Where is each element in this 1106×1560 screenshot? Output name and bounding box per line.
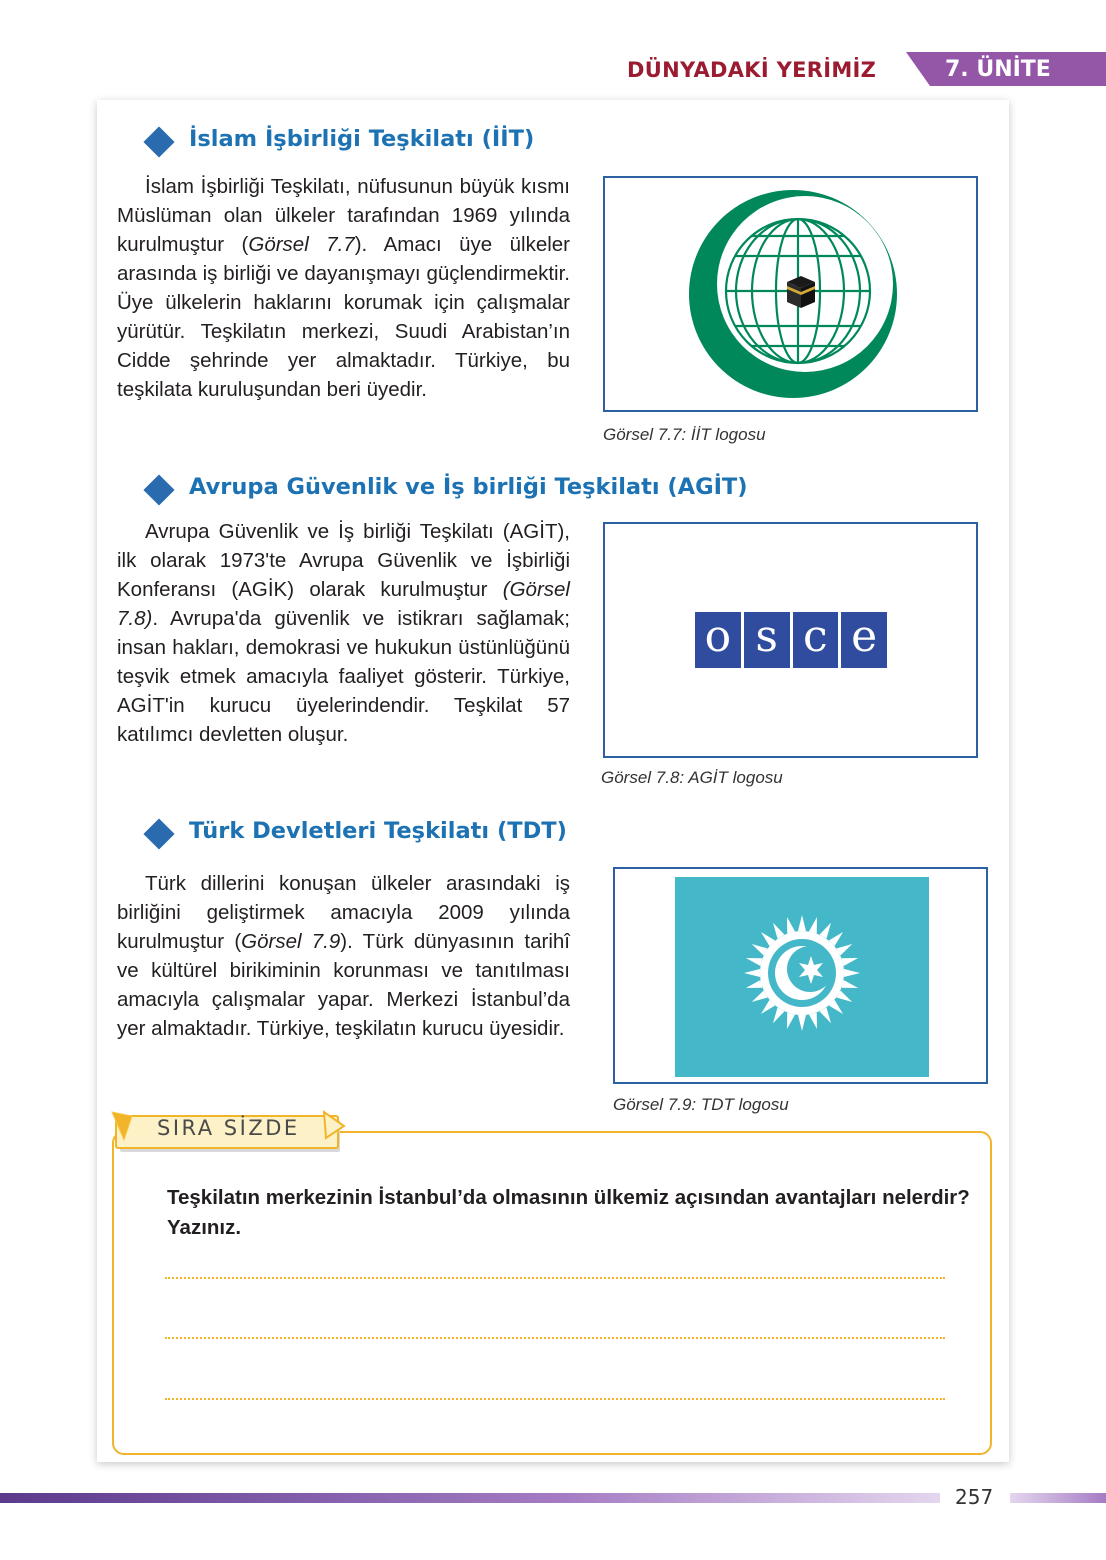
activity-label: SIRA SİZDE (157, 1116, 300, 1140)
answer-line[interactable] (165, 1398, 945, 1400)
activity-box (112, 1131, 992, 1455)
caption-agit: Görsel 7.8: AGİT logosu (601, 768, 783, 787)
osce-letter: c (793, 612, 839, 668)
osce-letter: o (695, 612, 741, 668)
tdt-flag (675, 877, 929, 1077)
osce-letter: s (744, 612, 790, 668)
activity-top-line (346, 1131, 976, 1133)
section-title-agit: Avrupa Güvenlik ve İş birliği Teşkilatı (AGİT) (189, 474, 748, 500)
answer-line[interactable] (165, 1277, 945, 1279)
caption-iit: Görsel 7.7: İİT logosu (603, 425, 766, 444)
activity-question: Teşkilatın merkezinin İstanbul’da olmasının ülkemiz açısından avantajları nelerdir? Yazınız. (167, 1186, 970, 1239)
sun-crescent-star-icon (675, 877, 929, 1077)
paragraph-iit: İslam İşbirliği Teşkilatı, nüfusunun büyük kısmı Müslüman olan ülkeler tarafından 1969 yılında kurulmuştur (Görsel 7.7). Amacı üye ülkeler arasında iş birliği ve dayanışmayı güçlendirmektir. Üye ülkelerin haklarını korumak için çalışmalar yürütür. Teşkilatın merkezi, Suudi Arabistan’ın Cidde şehrinde yer almaktadır. Türkiye, bu teşkilata kuruluşundan beri üyedir. (117, 175, 571, 401)
agit-logo-frame (603, 522, 978, 758)
osce-letter: e (841, 612, 887, 668)
paragraph-agit: Avrupa Güvenlik ve İş birliği Teşkilatı (AGİT), ilk olarak 1973'te Avrupa Güvenlik ve İşbirliği Konferansı (AGİK) olarak kurulmuştur (Görsel 7.8). Avrupa'da güvenlik ve istikrarı sağlamak; insan hakları, demokrasi ve hukukun üstünlüğünü teşvik etmek amacıyla faaliyet gösterir. Türkiye, AGİT'in kurucu üyelerindendir. Teşkilat 57 katılımcı devletten oluşur. (117, 520, 570, 746)
section-title-tdt: Türk Devletleri Teşkilatı (TDT) (189, 818, 567, 844)
unit-label: 7. ÜNİTE (945, 57, 1051, 82)
osce-logo (695, 612, 887, 668)
unit-title: DÜNYADAKİ YERİMİZ (627, 58, 877, 82)
answer-line[interactable] (165, 1337, 945, 1339)
oic-logo-icon (605, 178, 976, 410)
tdt-logo-frame (613, 867, 988, 1084)
paragraph-tdt: Türk dillerini konuşan ülkeler arasındaki iş birliğini geliştirmek amacıyla 2009 yılında kurulmuştur (Görsel 7.9). Türk dünyasının tarihî ve kültürel birikiminin korunması ve tanıtılması amacıyla çalışmalar yapar. Merkezi İstanbul’da yer almaktadır. Türkiye, teşkilatın kurucu üyesidir. (117, 872, 571, 1040)
footer-stripe (1010, 1493, 1106, 1503)
section-title-iit: İslam İşbirliği Teşkilatı (İİT) (189, 126, 535, 152)
iit-logo-frame (603, 176, 978, 412)
page-number: 257 (955, 1485, 994, 1509)
footer-stripe (0, 1493, 940, 1503)
caption-tdt: Görsel 7.9: TDT logosu (613, 1095, 789, 1114)
